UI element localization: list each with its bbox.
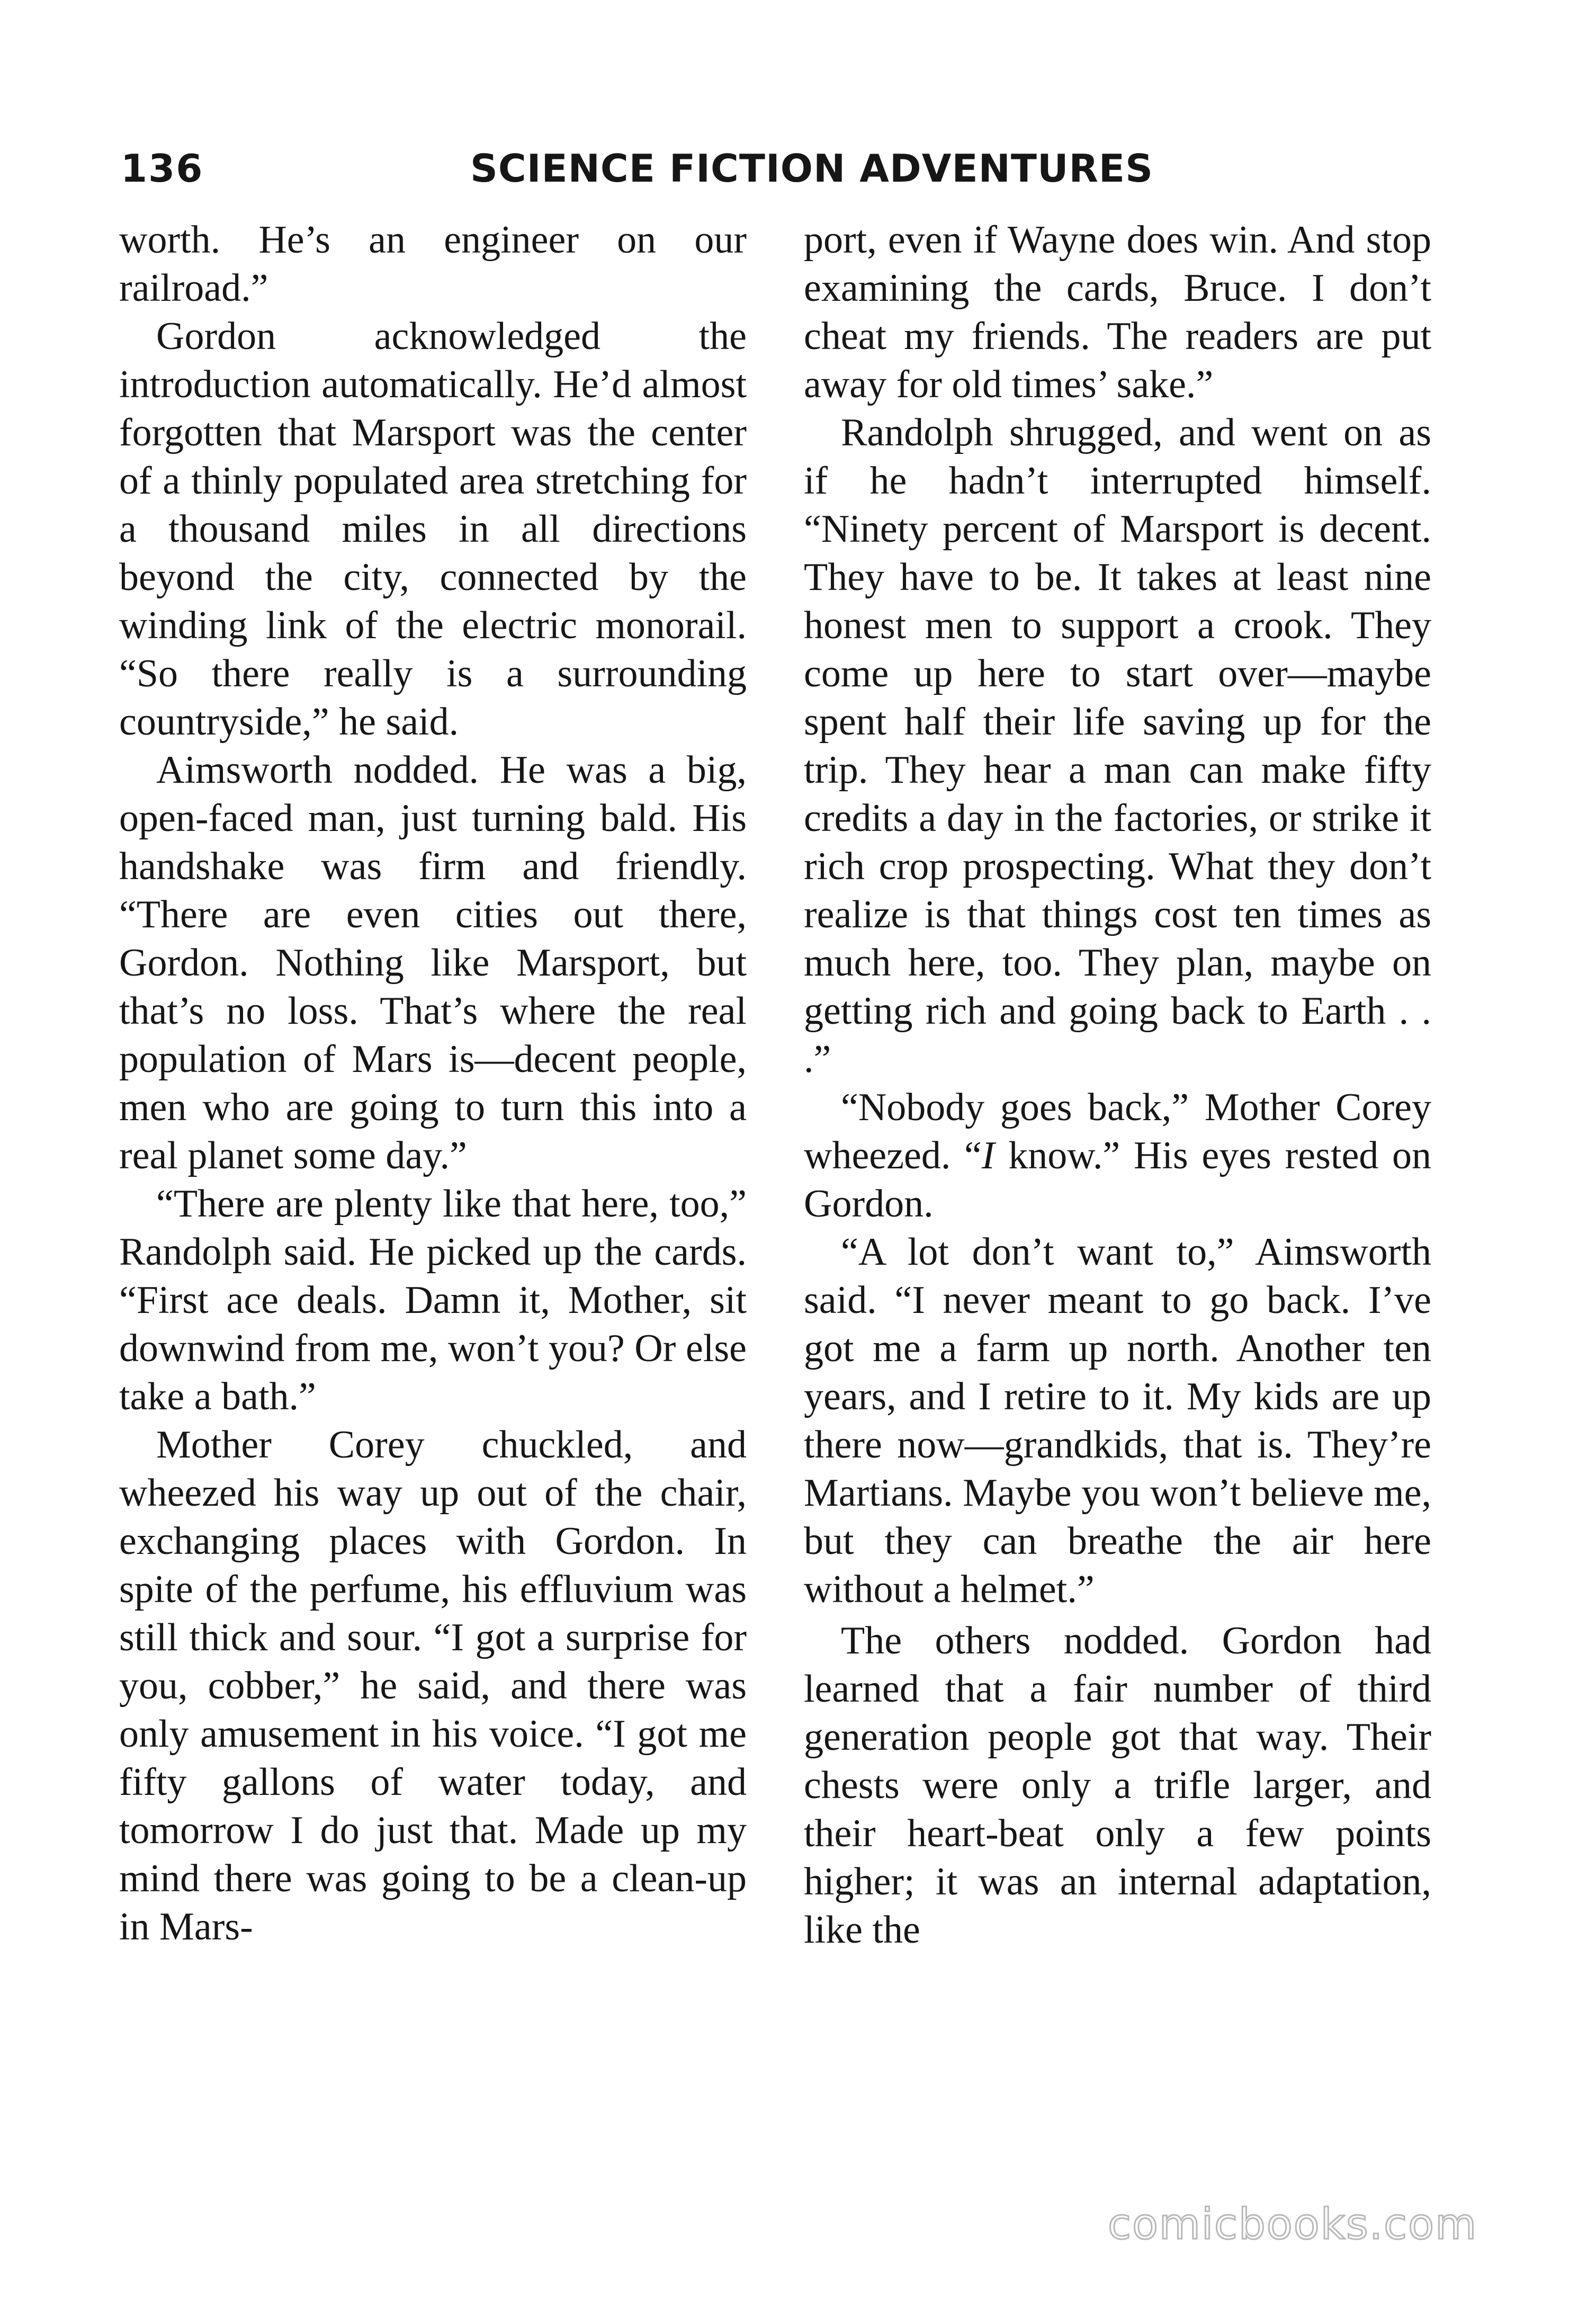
paragraph: Randolph shrugged, and went on as if he hadn’t interrupted himself. “Ninety percent of Marsport is decent. They have to be. It takes at least nine honest men to support a crook. They come up here to start over—maybe spent half their life saving up for the trip. They hear a man can make fifty credits a day in the factories, or strike it rich crop prospecting. What they don’t realize is that things cost ten times as much here, too. They plan, maybe on getting rich and going back to Earth . . .” (804, 411, 1431, 1081)
paragraph: Mother Corey chuckled, and wheezed his way up out of the chair, exchanging places with Gordon. In spite of the perfume, his effluvium was still thick and sour. “I got a surprise for you, cobber,” he said, and there was only amusement in his voice. “I got me fifty gallons of water today, and tomorrow I do just that. Made up my mind there was going to be a clean-up in Mars- (119, 1423, 747, 1948)
running-head (121, 142, 1439, 200)
paragraph-text: “Nobody goes back,” Mother Corey wheezed. “ (804, 1086, 1431, 1177)
paragraph (804, 1084, 1431, 1228)
running-title: SCIENCE FICTION ADVENTURES (470, 146, 1153, 191)
paragraph: “There are plenty like that here, too,” Randolph said. He picked up the cards. “First ace deals. Damn it, Mother, sit downwind from me, won’t you? Or else take a bath.” (119, 1182, 747, 1418)
right-column (804, 216, 1431, 1954)
paragraph-text: know.” His eyes rested on Gordon. (804, 1134, 1431, 1226)
paragraph: Aimsworth nodded. He was a big, open-faced man, just turning bald. His handshake was firm and friendly. “There are even cities out there, Gordon. Nothing like Marsport, but that’s no loss. That’s where the real population of Mars is—decent people, men who are going to turn this into a real planet some day.” (119, 748, 747, 1177)
paragraph: “A lot don’t want to,” Aimsworth said. “I never meant to go back. I’ve got me a farm up north. Another ten years, and I retire to it. My kids are up there now—grandkids, that is. They’re Martians. Maybe you won’t believe me, but they can breathe the air here without a helmet.” (804, 1230, 1431, 1611)
emphasis-text: I (981, 1134, 995, 1177)
paragraph: port, even if Wayne does win. And stop examining the cards, Bruce. I don’t cheat my friends. The readers are put away for old times’ sake.” (804, 218, 1431, 406)
left-column (119, 216, 747, 1951)
paragraph: The others nodded. Gordon had learned that a fair number of third generation people got that way. Their chests were only a trifle larger, and their heart-beat only a few points higher; it was an internal adaptation, like the (804, 1619, 1431, 1952)
watermark-logo: comicbooks.com (1107, 2200, 1477, 2249)
paragraph: worth. He’s an engineer on our railroad.” (119, 218, 747, 310)
paragraph: Gordon acknowledged the introduction automatically. He’d almost forgotten that Marsport was the center of a thinly populated area stretching for a thousand miles in all directions beyond the city, connected by the winding link of the electric monorail. “So there really is a surrounding countryside,” he said. (119, 315, 747, 744)
page-number: 136 (121, 146, 204, 191)
